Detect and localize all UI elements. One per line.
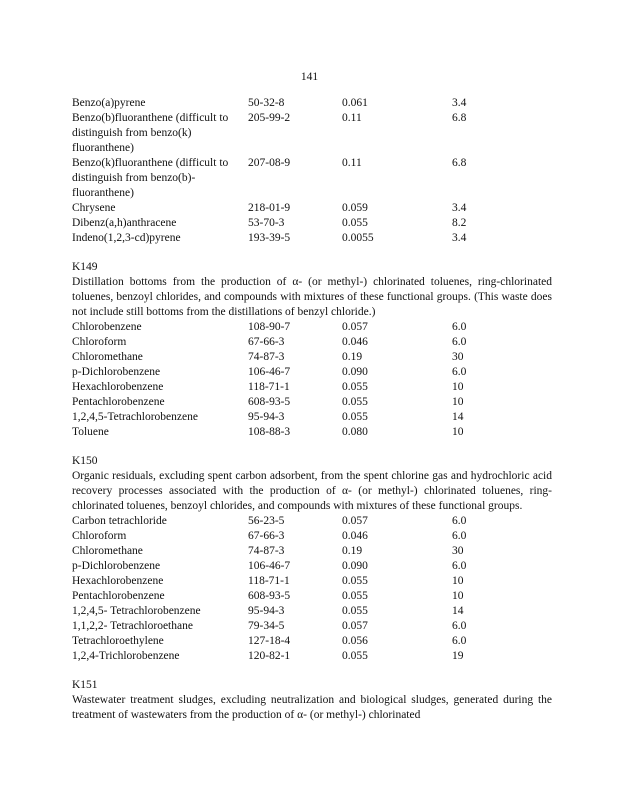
constituent-name: 1,2,4-Trichlorobenzene bbox=[72, 650, 180, 662]
table-row bbox=[72, 96, 552, 111]
constituent-name: Chloroform bbox=[72, 530, 127, 542]
constituent-name: Indeno(1,2,3-cd)pyrene bbox=[72, 232, 181, 244]
wastewater-value: 0.055 bbox=[342, 396, 368, 408]
nonwastewater-value: 30 bbox=[452, 545, 464, 557]
constituent-name: Carbon tetrachloride bbox=[72, 515, 167, 527]
wastewater-value: 0.057 bbox=[342, 515, 368, 527]
constituent-name: Hexachlorobenzene bbox=[72, 381, 164, 393]
wastewater-value: 0.055 bbox=[342, 411, 368, 423]
cas-number: 207-08-9 bbox=[248, 157, 291, 169]
table-row bbox=[72, 559, 552, 574]
table-row bbox=[72, 529, 552, 544]
cas-number: 106-46-7 bbox=[248, 366, 291, 378]
constituent-name: Benzo(b)fluoranthene (difficult to distinguish from benzo(k) fluoranthene) bbox=[72, 112, 229, 154]
constituent-name: 1,2,4,5- Tetrachlorobenzene bbox=[72, 605, 201, 617]
constituent-name: Dibenz(a,h)anthracene bbox=[72, 217, 177, 229]
table-row bbox=[72, 634, 552, 649]
wastewater-value: 0.057 bbox=[342, 321, 368, 333]
constituent-name: Pentachlorobenzene bbox=[72, 396, 165, 408]
wastewater-value: 0.046 bbox=[342, 336, 368, 348]
cas-number: 50-32-8 bbox=[248, 97, 285, 109]
waste-description: Distillation bottoms from the production of α- (or methyl-) chlorinated toluenes, ring-chlorinated toluenes, benzoyl chlorides, and compounds with mixtures of these functional groups. (This waste does not include still bottoms from the distillations of benzyl chloride.) bbox=[72, 276, 552, 318]
nonwastewater-value: 10 bbox=[452, 575, 464, 587]
nonwastewater-value: 10 bbox=[452, 396, 464, 408]
nonwastewater-value: 6.0 bbox=[452, 560, 467, 572]
wastewater-value: 0.055 bbox=[342, 575, 368, 587]
cas-number: 79-34-5 bbox=[248, 620, 285, 632]
wastewater-value: 0.057 bbox=[342, 620, 368, 632]
nonwastewater-value: 6.8 bbox=[452, 157, 467, 169]
cas-number: 95-94-3 bbox=[248, 411, 285, 423]
wastewater-value: 0.055 bbox=[342, 605, 368, 617]
wastewater-value: 0.055 bbox=[342, 590, 368, 602]
nonwastewater-value: 6.8 bbox=[452, 112, 467, 124]
nonwastewater-value: 10 bbox=[452, 426, 464, 438]
constituent-name: Tetrachloroethylene bbox=[72, 635, 164, 647]
wastewater-value: 0.11 bbox=[342, 157, 362, 169]
waste-description: Wastewater treatment sludges, excluding neutralization and biological sludges, generated during the treatment of wastewaters from the production of α- (or methyl-) chlorinated bbox=[72, 694, 552, 721]
constituent-name: Chlorobenzene bbox=[72, 321, 142, 333]
constituent-name: Chloromethane bbox=[72, 545, 143, 557]
constituent-name: Toluene bbox=[72, 426, 109, 438]
nonwastewater-value: 14 bbox=[452, 605, 464, 617]
table-row bbox=[72, 111, 552, 156]
table-row bbox=[72, 514, 552, 529]
cas-number: 118-71-1 bbox=[248, 381, 290, 393]
wastewater-value: 0.11 bbox=[342, 112, 362, 124]
table-row bbox=[72, 201, 552, 216]
waste-code: K151 bbox=[72, 679, 98, 691]
nonwastewater-value: 19 bbox=[452, 650, 464, 662]
constituent-name: Chloroform bbox=[72, 336, 127, 348]
nonwastewater-value: 8.2 bbox=[452, 217, 467, 229]
wastewater-value: 0.056 bbox=[342, 635, 368, 647]
page-number: 141 bbox=[300, 71, 319, 83]
cas-number: 118-71-1 bbox=[248, 575, 290, 587]
constituent-name: Benzo(a)pyrene bbox=[72, 97, 146, 109]
document-body bbox=[72, 96, 552, 723]
cas-number: 67-66-3 bbox=[248, 530, 285, 542]
cas-number: 108-90-7 bbox=[248, 321, 291, 333]
cas-number: 608-93-5 bbox=[248, 396, 291, 408]
waste-code: K150 bbox=[72, 455, 98, 467]
table-row bbox=[72, 380, 552, 395]
nonwastewater-value: 6.0 bbox=[452, 336, 467, 348]
wastewater-value: 0.19 bbox=[342, 351, 363, 363]
nonwastewater-value: 6.0 bbox=[452, 366, 467, 378]
section-continuation bbox=[72, 96, 552, 246]
cas-number: 67-66-3 bbox=[248, 336, 285, 348]
table-row bbox=[72, 425, 552, 440]
nonwastewater-value: 6.0 bbox=[452, 530, 467, 542]
nonwastewater-value: 3.4 bbox=[452, 97, 467, 109]
cas-number: 193-39-5 bbox=[248, 232, 291, 244]
nonwastewater-value: 6.0 bbox=[452, 620, 467, 632]
table-row bbox=[72, 604, 552, 619]
waste-code: K149 bbox=[72, 261, 98, 273]
section-k150 bbox=[72, 454, 552, 664]
nonwastewater-value: 6.0 bbox=[452, 321, 467, 333]
cas-number: 106-46-7 bbox=[248, 560, 291, 572]
constituent-name: 1,2,4,5-Tetrachlorobenzene bbox=[72, 411, 198, 423]
table-row bbox=[72, 544, 552, 559]
constituent-name: Hexachlorobenzene bbox=[72, 575, 164, 587]
table-row bbox=[72, 589, 552, 604]
table-row bbox=[72, 410, 552, 425]
nonwastewater-value: 6.0 bbox=[452, 515, 467, 527]
table-row bbox=[72, 320, 552, 335]
wastewater-value: 0.090 bbox=[342, 560, 368, 572]
section-k151 bbox=[72, 678, 552, 723]
constituent-name: p-Dichlorobenzene bbox=[72, 366, 161, 378]
constituent-name: p-Dichlorobenzene bbox=[72, 560, 161, 572]
table-row bbox=[72, 231, 552, 246]
cas-number: 108-88-3 bbox=[248, 426, 291, 438]
wastewater-value: 0.055 bbox=[342, 217, 368, 229]
table-row bbox=[72, 216, 552, 231]
nonwastewater-value: 14 bbox=[452, 411, 464, 423]
wastewater-value: 0.059 bbox=[342, 202, 368, 214]
table-row bbox=[72, 649, 552, 664]
constituent-name: Chrysene bbox=[72, 202, 116, 214]
cas-number: 218-01-9 bbox=[248, 202, 291, 214]
wastewater-value: 0.0055 bbox=[342, 232, 374, 244]
cas-number: 120-82-1 bbox=[248, 650, 291, 662]
cas-number: 74-87-3 bbox=[248, 545, 285, 557]
nonwastewater-value: 3.4 bbox=[452, 202, 467, 214]
wastewater-value: 0.19 bbox=[342, 545, 363, 557]
wastewater-value: 0.055 bbox=[342, 650, 368, 662]
table-row bbox=[72, 574, 552, 589]
cas-number: 95-94-3 bbox=[248, 605, 285, 617]
waste-description: Organic residuals, excluding spent carbon adsorbent, from the spent chlorine gas and hydrochloric acid recovery processes associated with the production of α- (or methyl-) chlorinated toluenes, ring-chlorinated toluenes, benzoyl chlorides, and compounds with mixtures of these functional groups. bbox=[72, 470, 552, 512]
wastewater-value: 0.046 bbox=[342, 530, 368, 542]
table-row bbox=[72, 156, 552, 201]
nonwastewater-value: 10 bbox=[452, 381, 464, 393]
constituent-name: Benzo(k)fluoranthene (difficult to distinguish from benzo(b)-fluoranthene) bbox=[72, 157, 229, 199]
wastewater-value: 0.055 bbox=[342, 381, 368, 393]
nonwastewater-value: 30 bbox=[452, 351, 464, 363]
table-row bbox=[72, 619, 552, 634]
wastewater-value: 0.090 bbox=[342, 366, 368, 378]
table-row bbox=[72, 350, 552, 365]
table-row bbox=[72, 395, 552, 410]
wastewater-value: 0.080 bbox=[342, 426, 368, 438]
constituent-name: 1,1,2,2- Tetrachloroethane bbox=[72, 620, 193, 632]
section-k149 bbox=[72, 260, 552, 440]
nonwastewater-value: 10 bbox=[452, 590, 464, 602]
constituent-name: Pentachlorobenzene bbox=[72, 590, 165, 602]
wastewater-value: 0.061 bbox=[342, 97, 368, 109]
nonwastewater-value: 6.0 bbox=[452, 635, 467, 647]
cas-number: 53-70-3 bbox=[248, 217, 285, 229]
cas-number: 205-99-2 bbox=[248, 112, 291, 124]
table-row bbox=[72, 335, 552, 350]
constituent-name: Chloromethane bbox=[72, 351, 143, 363]
nonwastewater-value: 3.4 bbox=[452, 232, 467, 244]
table-row bbox=[72, 365, 552, 380]
cas-number: 56-23-5 bbox=[248, 515, 285, 527]
cas-number: 74-87-3 bbox=[248, 351, 285, 363]
cas-number: 127-18-4 bbox=[248, 635, 291, 647]
cas-number: 608-93-5 bbox=[248, 590, 291, 602]
